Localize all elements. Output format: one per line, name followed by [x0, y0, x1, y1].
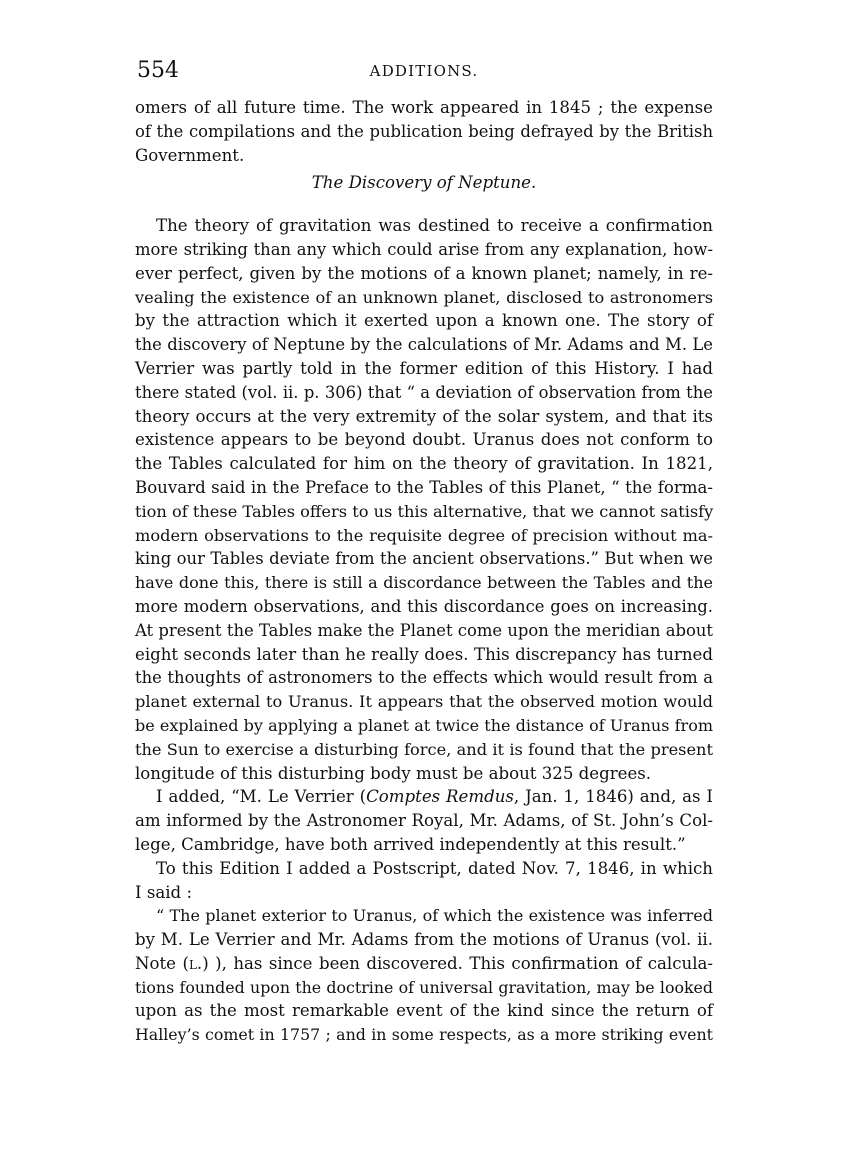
text-line: of the compilations and the publication being defrayed by the British: [135, 121, 713, 141]
text-line: there stated (vol. ii. p. 306) that “ a deviation of observation from the: [135, 382, 713, 402]
text-line: vealing the existence of an unknown planet, disclosed to astronomers: [135, 287, 713, 307]
text-line: Halley’s comet in 1757 ; and in some respects, as a more striking event: [135, 1025, 713, 1045]
text-line: by M. Le Verrier and Mr. Adams from the motions of Uranus (vol. ii.: [135, 930, 713, 950]
text-line: ever perfect, given by the motions of a known planet; namely, in re-: [135, 263, 713, 283]
text-line: Bouvard said in the Preface to the Tables of this Planet, “ the forma-: [135, 477, 713, 497]
text-line: upon as the most remarkable event of the kind since the return of: [135, 1001, 713, 1021]
text-line: more striking than any which could arise from any explanation, how-: [135, 239, 713, 259]
paragraph-postscript: [135, 857, 713, 905]
text-fragment: , Jan. 1, 1846) and, as I: [513, 787, 713, 807]
text-fragment: I added, “M. Le Verrier (: [156, 787, 367, 807]
text-line: modern observations to the requisite degree of precision without ma-: [135, 525, 713, 545]
text-line: eight seconds later than he really does. This discrepancy has turned: [135, 644, 713, 664]
section-title: The Discovery of Neptune.: [311, 173, 537, 193]
text-line: the thoughts of astronomers to the effects which would result from a: [135, 668, 713, 688]
text-line: more modern observations, and this discordance goes on increasing.: [135, 596, 713, 616]
text-line: omers of all future time. The work appeared in 1845 ; the expense: [135, 98, 713, 117]
paragraph-quotation: [135, 904, 713, 1047]
page-number: 554: [137, 58, 179, 83]
text-line: [135, 785, 713, 809]
text-line: tions founded upon the doctrine of universal gravitation, may be looked: [135, 977, 713, 997]
text-line: by the attraction which it exerted upon a known one. The story of: [135, 311, 713, 331]
text-line: existence appears to be beyond doubt. Uranus does not conform to: [135, 430, 713, 450]
text-line: I said :: [135, 882, 193, 902]
text-fragment: ) ), has since been discovered. This confirmation of calcula-: [202, 953, 713, 973]
paragraph-le-verrier: [135, 785, 713, 856]
text-line: planet external to Uranus. It appears that the observed motion would: [135, 692, 713, 712]
text-line: be explained by applying a planet at twice the distance of Uranus from: [135, 715, 713, 735]
text-line: the discovery of Neptune by the calculations of Mr. Adams and M. Le: [135, 335, 713, 355]
text-line: At present the Tables make the Planet come upon the meridian about: [135, 620, 713, 640]
text-line: theory occurs at the very extremity of the solar system, and that its: [135, 406, 713, 426]
journal-title: Comptes Remdus: [366, 787, 514, 807]
text-line: Government.: [135, 145, 245, 165]
text-line: king our Tables deviate from the ancient observations.” But when we: [135, 549, 713, 569]
text-line: the Sun to exercise a disturbing force, and it is found that the present: [135, 739, 713, 759]
text-fragment: Note (: [135, 953, 189, 973]
text-line: Verrier was partly told in the former edition of this History. I had: [135, 358, 713, 378]
text-line: am informed by the Astronomer Royal, Mr. Adams, of St. John’s Col-: [135, 811, 713, 831]
page-header: [135, 58, 713, 88]
paragraph-gravitation: [135, 214, 713, 785]
text-line: The theory of gravitation was destined to receive a confirmation: [156, 216, 713, 236]
text-line: tion of these Tables offers to us this alternative, that we cannot satisfy: [135, 501, 714, 521]
text-line: have done this, there is still a discordance between the Tables and the: [135, 573, 713, 593]
text-line: lege, Cambridge, have both arrived independently at this result.”: [135, 834, 686, 854]
text-line: “ The planet exterior to Uranus, of which the existence was inferred: [156, 906, 713, 926]
text-line: To this Edition I added a Postscript, dated Nov. 7, 1846, in which: [156, 858, 713, 878]
text-line: [135, 952, 713, 976]
text-line: the Tables calculated for him on the theory of gravitation. In 1821,: [135, 454, 713, 474]
text-line: longitude of this disturbing body must be about 325 degrees.: [135, 763, 652, 783]
body-text: [135, 96, 713, 1047]
running-head: ADDITIONS.: [369, 62, 479, 80]
note-letter: l.: [188, 953, 203, 973]
book-page: [135, 58, 714, 1045]
